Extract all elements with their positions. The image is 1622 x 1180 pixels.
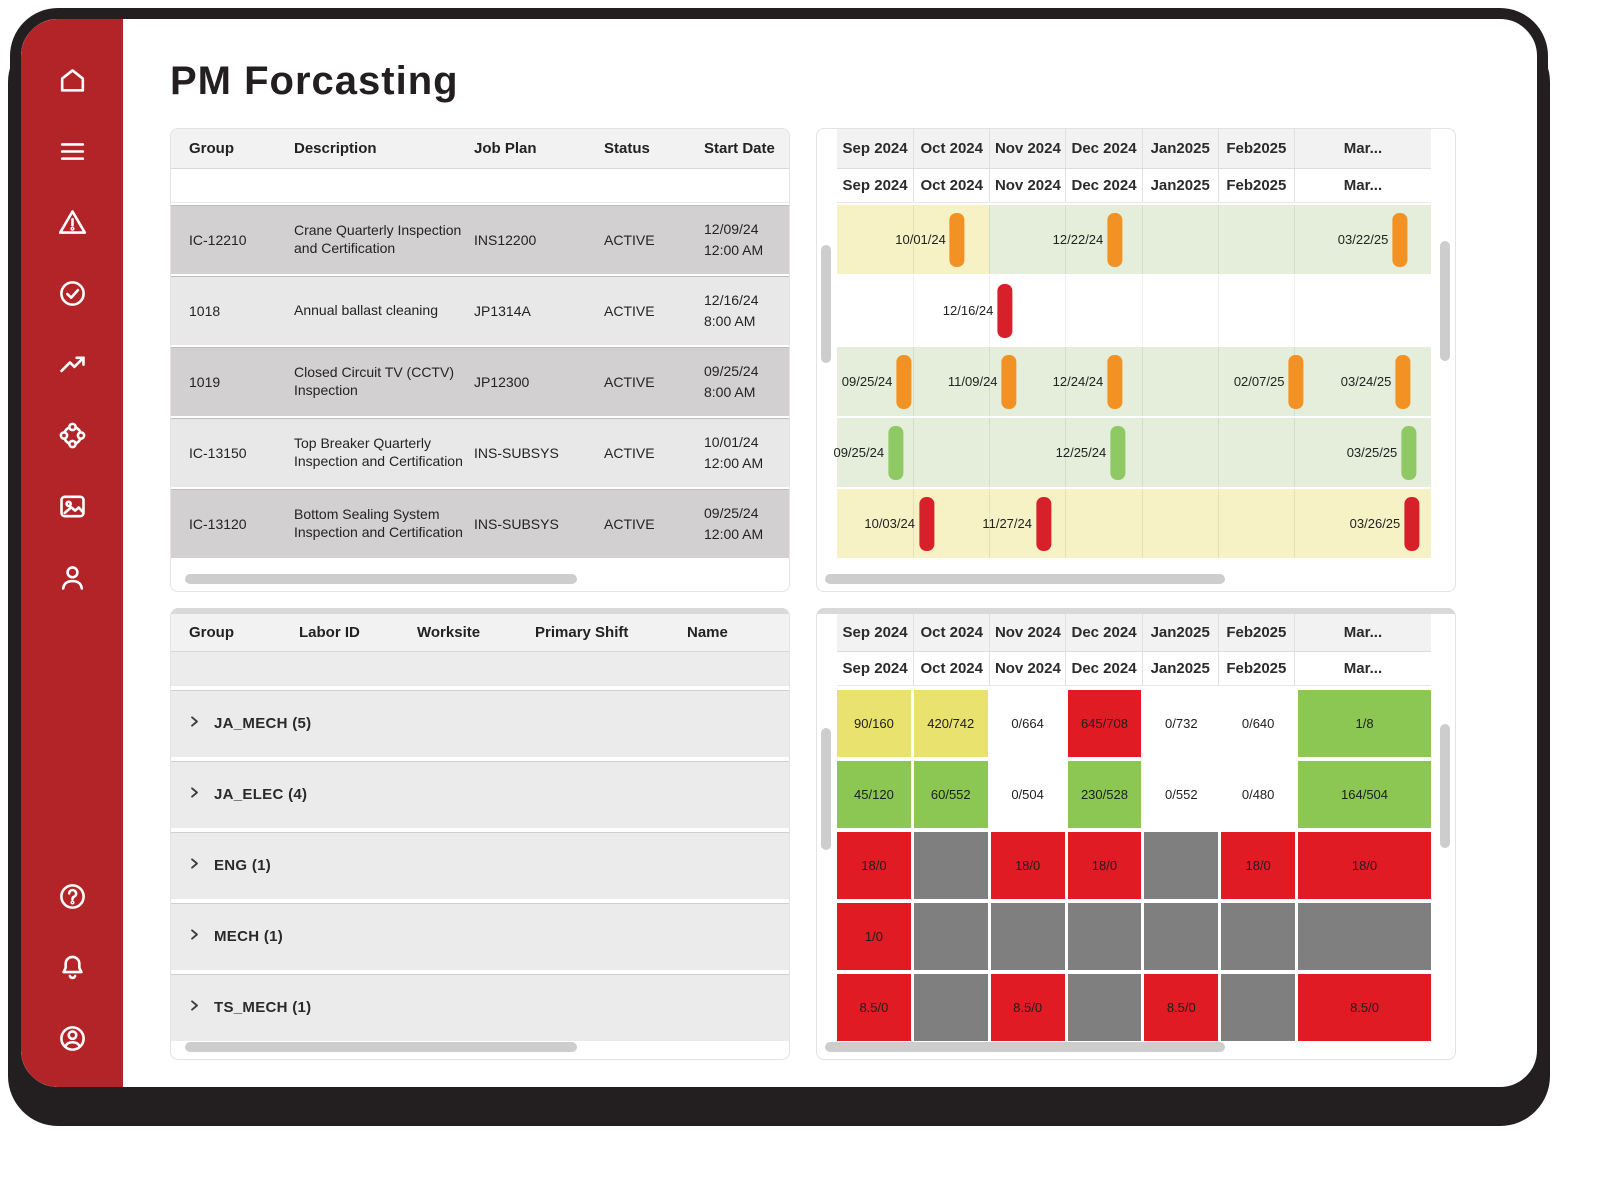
- month-label: Mar...: [1294, 614, 1431, 651]
- event-date-label: 09/25/24: [833, 445, 885, 460]
- gantt-event-bar[interactable]: [1107, 355, 1122, 409]
- month-label: Oct 2024: [913, 169, 989, 202]
- capacity-cell: 1/0: [837, 903, 911, 970]
- labor-group-row[interactable]: [171, 974, 789, 1041]
- pm-table-panel: [170, 128, 790, 592]
- capacity-cell: 60/552: [914, 761, 988, 828]
- sidebar-account-button[interactable]: [55, 1021, 89, 1055]
- gantt-event-bar[interactable]: [919, 497, 934, 551]
- cell-job-plan: INS12200: [474, 231, 537, 248]
- gantt-month-header-1: [837, 129, 1431, 169]
- cell-start-date: [704, 290, 789, 331]
- capacity-cell: 90/160: [837, 690, 911, 757]
- person-icon: [57, 562, 88, 593]
- image-icon: [57, 491, 88, 522]
- month-label: Dec 2024: [1065, 652, 1141, 685]
- chevron-right-icon[interactable]: [187, 714, 202, 734]
- month-label: Sep 2024: [842, 140, 908, 157]
- capacity-cell: [1144, 903, 1218, 970]
- start-time: 12:00 AM: [704, 525, 764, 542]
- capacity-row: [837, 832, 1431, 899]
- chevron-right-icon[interactable]: [187, 998, 202, 1018]
- sidebar-menu-button[interactable]: [55, 134, 89, 168]
- capacity-cell: [1068, 903, 1142, 970]
- alert-triangle-icon: [57, 207, 88, 238]
- gantt-row-background: [837, 276, 1431, 345]
- event-date-label: 03/25/25: [1346, 445, 1398, 460]
- capacity-cell: [1221, 903, 1295, 970]
- main-content: [123, 19, 1537, 1087]
- month-label: Feb2025: [1218, 614, 1294, 651]
- pm-table-filter-row: [171, 169, 789, 203]
- capacity-cell: 164/504: [1298, 761, 1431, 828]
- start-date: 12/09/24: [704, 221, 759, 238]
- sidebar-people-button[interactable]: [55, 560, 89, 594]
- month-label: Dec 2024: [1065, 614, 1141, 651]
- capacity-grid-panel: [816, 608, 1456, 1060]
- labor-group-label: ENG (1): [214, 857, 272, 874]
- month-label: Mar...: [1294, 129, 1431, 168]
- event-date-label: 03/26/25: [1349, 516, 1401, 531]
- cell-job-plan: JP1314A: [474, 302, 531, 319]
- gantt-row: [837, 205, 1431, 274]
- month-label: Sep 2024: [842, 660, 908, 677]
- month-label: Feb2025: [1218, 169, 1294, 202]
- month-label: Jan2025: [1142, 129, 1218, 168]
- event-date-label: 03/22/25: [1337, 232, 1389, 247]
- labor-col-labor-id: Labor ID: [299, 624, 360, 641]
- capacity-cell: [991, 903, 1065, 970]
- capacity-month-header-2: [837, 652, 1431, 686]
- event-date-label: 10/01/24: [895, 232, 946, 247]
- capacity-cell: 18/0: [1068, 832, 1142, 899]
- cell-start-date: [704, 219, 789, 260]
- vertical-scrollbar[interactable]: [1440, 724, 1450, 848]
- cell-status: ACTIVE: [604, 444, 655, 461]
- pm-table-header: [171, 129, 789, 169]
- menu-icon: [57, 136, 88, 167]
- capacity-cell: 645/708: [1068, 690, 1142, 757]
- month-label: Feb2025: [1218, 652, 1294, 685]
- cell-description: Closed Circuit TV (CCTV) Inspection: [294, 364, 454, 398]
- sidebar-bottom-group: [21, 879, 123, 1055]
- help-icon: [57, 881, 88, 912]
- table-row[interactable]: [171, 276, 789, 345]
- capacity-cell: [1298, 903, 1431, 970]
- capacity-cell: [1144, 832, 1218, 899]
- capacity-cell: 8.5/0: [837, 974, 911, 1041]
- check-circle-icon: [57, 278, 88, 309]
- labor-col-name: Name: [687, 624, 728, 641]
- pm-col-status: Status: [604, 140, 650, 157]
- capacity-cell: [914, 903, 988, 970]
- labor-group-row[interactable]: [171, 761, 789, 828]
- event-date-label: 02/07/25: [1233, 374, 1285, 389]
- table-row[interactable]: [171, 347, 789, 416]
- cell-status: ACTIVE: [604, 231, 655, 248]
- capacity-cell: 0/664: [991, 690, 1065, 757]
- gantt-row: [837, 489, 1431, 558]
- cell-group: IC-13120: [189, 515, 247, 532]
- month-label: Sep 2024: [842, 624, 908, 641]
- gantt-row: [837, 276, 1431, 345]
- start-date: 09/25/24: [704, 363, 759, 380]
- capacity-cell: 18/0: [1298, 832, 1431, 899]
- cell-status: ACTIVE: [604, 373, 655, 390]
- gantt-inner: [833, 129, 1431, 558]
- gantt-event-bar[interactable]: [888, 426, 903, 480]
- capacity-cell: 18/0: [991, 832, 1065, 899]
- capacity-cell: 0/480: [1221, 761, 1295, 828]
- chevron-right-icon[interactable]: [187, 856, 202, 876]
- capacity-cell: 230/528: [1068, 761, 1142, 828]
- gantt-event-bar[interactable]: [1395, 355, 1410, 409]
- labor-group-row[interactable]: [171, 690, 789, 757]
- sidebar-home-button[interactable]: [55, 63, 89, 97]
- month-label: Nov 2024: [989, 169, 1065, 202]
- cell-status: ACTIVE: [604, 515, 655, 532]
- labor-group-label: MECH (1): [214, 928, 284, 945]
- labor-group-row[interactable]: [171, 903, 789, 970]
- start-time: 12:00 AM: [704, 454, 764, 471]
- pm-gantt-panel: [816, 128, 1456, 592]
- bell-icon: [57, 952, 88, 983]
- start-time: 8:00 AM: [704, 383, 756, 400]
- month-label: Mar...: [1294, 652, 1431, 685]
- capacity-cell: [914, 832, 988, 899]
- pm-col-job-plan: Job Plan: [474, 140, 537, 157]
- month-label: Dec 2024: [1065, 169, 1141, 202]
- labor-col-worksite: Worksite: [417, 624, 481, 641]
- event-date-label: 12/22/24: [1052, 232, 1104, 247]
- labor-group-label: TS_MECH (1): [214, 999, 312, 1016]
- capacity-cell: 0/504: [991, 761, 1065, 828]
- page-title: PM Forcasting: [170, 59, 459, 103]
- event-date-label: 11/09/24: [947, 374, 998, 389]
- sidebar-media-button[interactable]: [55, 489, 89, 523]
- sidebar-help-button[interactable]: [55, 879, 89, 913]
- gantt-event-bar[interactable]: [896, 355, 911, 409]
- panels-grid: [170, 128, 1537, 1060]
- sidebar-notifications-button[interactable]: [55, 950, 89, 984]
- vertical-scrollbar[interactable]: [821, 245, 831, 363]
- event-date-label: 03/24/25: [1340, 374, 1392, 389]
- horizontal-scrollbar[interactable]: [825, 1042, 1225, 1052]
- hub-icon: [57, 420, 88, 451]
- gantt-month-header-2: [837, 169, 1431, 203]
- labor-group-label: JA_ELEC (4): [214, 786, 308, 803]
- horizontal-scrollbar[interactable]: [825, 574, 1225, 584]
- event-date-label: 12/24/24: [1052, 374, 1104, 389]
- month-label: Jan2025: [1142, 169, 1218, 202]
- capacity-row: [837, 761, 1431, 828]
- month-label: Sep 2024: [842, 177, 908, 194]
- account-circle-icon: [57, 1023, 88, 1054]
- gantt-event-bar[interactable]: [1401, 426, 1416, 480]
- event-date-label: 12/25/24: [1055, 445, 1107, 460]
- capacity-cell: 420/742: [914, 690, 988, 757]
- chevron-right-icon[interactable]: [187, 927, 202, 947]
- trending-up-icon: [57, 349, 88, 380]
- capacity-cell: 18/0: [1221, 832, 1295, 899]
- sidebar-network-button[interactable]: [55, 418, 89, 452]
- cell-group: 1019: [189, 373, 221, 390]
- capacity-cell: 8.5/0: [991, 974, 1065, 1041]
- sidebar-top-group: [21, 63, 123, 594]
- capacity-cell: [1221, 974, 1295, 1041]
- start-time: 8:00 AM: [704, 312, 756, 329]
- pm-col-start-date: Start Date: [704, 140, 775, 157]
- horizontal-scrollbar[interactable]: [185, 1042, 577, 1052]
- start-date: 12/16/24: [704, 292, 759, 309]
- cell-description: Bottom Sealing System Inspection and Certification: [294, 506, 463, 540]
- labor-col-primary-shift: Primary Shift: [535, 624, 629, 641]
- cell-description: Top Breaker Quarterly Inspection and Certification: [294, 435, 463, 469]
- sidebar-alerts-button[interactable]: [55, 205, 89, 239]
- capacity-cell: [1068, 974, 1142, 1041]
- gantt-event-bar[interactable]: [1002, 355, 1017, 409]
- home-icon: [57, 65, 88, 96]
- pm-col-description: Description: [294, 140, 377, 157]
- month-label: Nov 2024: [989, 652, 1065, 685]
- gantt-row: [837, 347, 1431, 416]
- capacity-cell: 0/732: [1144, 690, 1218, 757]
- gantt-event-bar[interactable]: [1288, 355, 1303, 409]
- cell-start-date: [704, 361, 789, 402]
- month-label: Dec 2024: [1065, 129, 1141, 168]
- gantt-row: [833, 418, 1431, 487]
- start-date: 10/01/24: [704, 434, 759, 451]
- capacity-row: [837, 903, 1431, 970]
- cell-start-date: [704, 503, 789, 544]
- capacity-cell: 45/120: [837, 761, 911, 828]
- cell-job-plan: INS-SUBSYS: [474, 515, 559, 532]
- cell-description: Annual ballast cleaning: [294, 301, 438, 318]
- gantt-row-background: [837, 418, 1431, 487]
- gantt-event-bar[interactable]: [1107, 213, 1122, 267]
- month-label: Jan2025: [1142, 652, 1218, 685]
- capacity-cell: 8.5/0: [1144, 974, 1218, 1041]
- table-row[interactable]: [171, 418, 789, 487]
- start-time: 12:00 AM: [704, 241, 764, 258]
- cell-start-date: [704, 432, 789, 473]
- pm-col-group: Group: [189, 140, 234, 157]
- capacity-cell: 8.5/0: [1298, 974, 1431, 1041]
- month-label: Oct 2024: [913, 614, 989, 651]
- capacity-cell: 1/8: [1298, 690, 1431, 757]
- cell-description: Crane Quarterly Inspection and Certification: [294, 222, 462, 256]
- vertical-scrollbar[interactable]: [1440, 241, 1450, 361]
- sidebar-tasks-button[interactable]: [55, 276, 89, 310]
- cell-status: ACTIVE: [604, 302, 655, 319]
- table-row[interactable]: [171, 489, 789, 558]
- capacity-cell: 0/640: [1221, 690, 1295, 757]
- month-label: Mar...: [1294, 169, 1431, 202]
- horizontal-scrollbar[interactable]: [185, 574, 577, 584]
- gantt-event-bar[interactable]: [950, 213, 965, 267]
- gantt-event-bar[interactable]: [1036, 497, 1051, 551]
- event-date-label: 10/03/24: [864, 516, 915, 531]
- labor-group-label: JA_MECH (5): [214, 715, 312, 732]
- cell-job-plan: INS-SUBSYS: [474, 444, 559, 461]
- capacity-row: [837, 974, 1431, 1041]
- app-window: [10, 8, 1548, 1098]
- capacity-row: [837, 690, 1431, 757]
- cell-job-plan: JP12300: [474, 373, 530, 390]
- capacity-inner: [837, 614, 1431, 1041]
- gantt-event-bar[interactable]: [1404, 497, 1419, 551]
- month-label: Jan2025: [1142, 614, 1218, 651]
- cell-group: IC-13150: [189, 444, 247, 461]
- month-label: Oct 2024: [913, 652, 989, 685]
- event-date-label: 11/27/24: [982, 516, 1032, 531]
- cell-group: IC-12210: [189, 231, 247, 248]
- table-row[interactable]: [171, 205, 789, 274]
- sidebar: [21, 19, 123, 1087]
- capacity-cell: 18/0: [837, 832, 911, 899]
- event-date-label: 12/16/24: [942, 303, 994, 318]
- vertical-scrollbar[interactable]: [821, 728, 831, 850]
- capacity-cell: 0/552: [1144, 761, 1218, 828]
- event-date-label: 09/25/24: [841, 374, 893, 389]
- month-label: Nov 2024: [989, 129, 1065, 168]
- gantt-event-bar[interactable]: [1110, 426, 1125, 480]
- labor-col-group: Group: [189, 624, 234, 641]
- gantt-event-bar[interactable]: [997, 284, 1012, 338]
- start-date: 09/25/24: [704, 505, 759, 522]
- chevron-right-icon[interactable]: [187, 785, 202, 805]
- labor-table-header: [171, 614, 789, 652]
- labor-table-filter-row: [171, 652, 789, 686]
- capacity-cell: [914, 974, 988, 1041]
- month-label: Nov 2024: [989, 614, 1065, 651]
- gantt-event-bar[interactable]: [1392, 213, 1407, 267]
- labor-group-row[interactable]: [171, 832, 789, 899]
- month-label: Feb2025: [1218, 129, 1294, 168]
- cell-group: 1018: [189, 302, 221, 319]
- capacity-month-header-1: [837, 614, 1431, 652]
- labor-table-panel: [170, 608, 790, 1060]
- sidebar-trends-button[interactable]: [55, 347, 89, 381]
- month-label: Oct 2024: [913, 129, 989, 168]
